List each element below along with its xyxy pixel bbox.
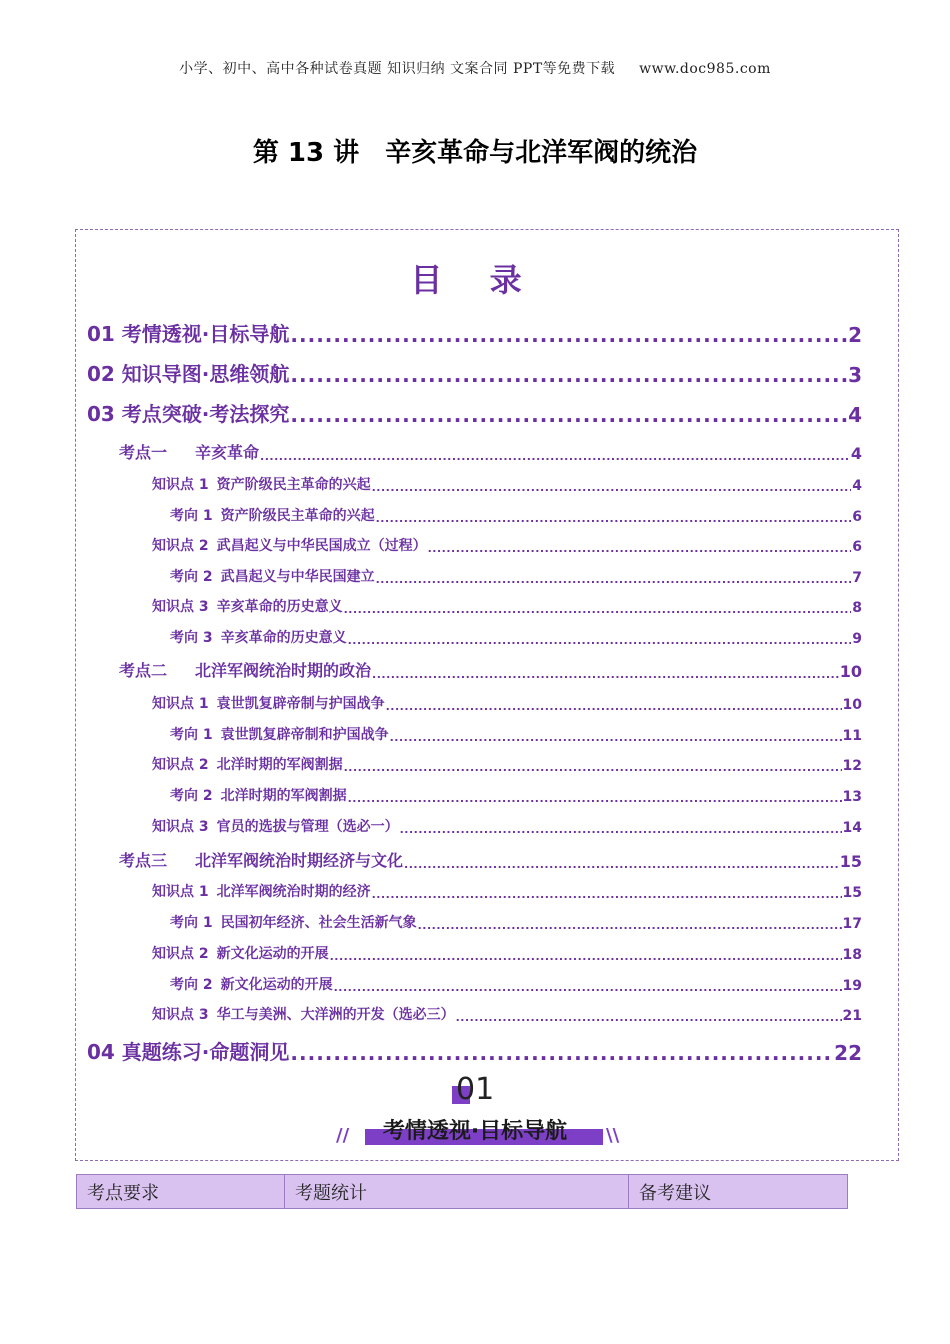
toc-entry-prefix: 知识点 1 bbox=[152, 477, 209, 493]
table-header-row bbox=[77, 1175, 848, 1209]
toc-leader-dots bbox=[330, 950, 842, 963]
toc-entry-prefix: 知识点 2 bbox=[152, 538, 209, 554]
toc-entry-prefix: 考点三 bbox=[119, 851, 168, 870]
page-title bbox=[0, 132, 950, 169]
toc-entry-prefix: 知识点 1 bbox=[152, 884, 209, 900]
toc-page-number: 17 bbox=[842, 916, 862, 932]
section-title: 考情透视·目标导航 bbox=[382, 1119, 568, 1144]
table-header-cell: 考题统计 bbox=[285, 1175, 629, 1209]
toc-leader-dots bbox=[418, 919, 842, 932]
toc-entry-label bbox=[119, 848, 403, 871]
toc-page-number: 14 bbox=[842, 820, 862, 836]
header-text: 小学、初中、高中各种试卷真题 知识归纳 文案合同 PPT等免费下载 bbox=[179, 61, 616, 77]
toc-leader-dots bbox=[390, 731, 842, 744]
toc-entry[interactable] bbox=[119, 848, 862, 871]
page-header bbox=[0, 58, 950, 78]
toc-entry-title: 北洋时期的军阀割据 bbox=[220, 788, 347, 804]
toc-page-number: 4 bbox=[848, 403, 862, 427]
toc-entry-prefix: 知识点 2 bbox=[152, 757, 209, 773]
toc-entry[interactable] bbox=[152, 881, 862, 901]
toc-entry-label bbox=[119, 440, 259, 463]
header-site[interactable]: www.doc985.com bbox=[639, 61, 771, 77]
toc-page-number: 21 bbox=[842, 1008, 862, 1024]
toc-entry-title: 北洋时期的军阀割据 bbox=[216, 757, 343, 773]
toc-page-number: 11 bbox=[842, 728, 862, 744]
toc-entry[interactable] bbox=[87, 318, 862, 347]
toc-page-number: 12 bbox=[842, 758, 862, 774]
toc-entry-label bbox=[152, 693, 385, 713]
toc-entry-label bbox=[87, 398, 289, 427]
toc-entry-label bbox=[152, 596, 343, 616]
table-header-cell: 考点要求 bbox=[77, 1175, 285, 1209]
toc-entry-title: 民国初年经济、社会生活新气象 bbox=[220, 915, 417, 931]
toc-leader-dots bbox=[260, 450, 850, 463]
toc-entry[interactable] bbox=[152, 754, 862, 774]
toc-leader-dots bbox=[376, 573, 852, 586]
toc-page-number: 15 bbox=[839, 852, 862, 871]
toc-page-number: 10 bbox=[839, 662, 862, 681]
toc-entry-title: 新文化运动的开展 bbox=[220, 977, 333, 993]
toc-entry-label bbox=[170, 912, 417, 932]
toc-entry[interactable] bbox=[87, 358, 862, 387]
toc-page-number: 7 bbox=[852, 570, 862, 586]
toc-entry[interactable] bbox=[87, 1036, 862, 1065]
toc-leader-dots bbox=[334, 981, 842, 994]
toc-entry-label bbox=[170, 566, 375, 586]
toc-entry-label bbox=[119, 658, 371, 681]
toc-entry-prefix: 考向 1 bbox=[170, 915, 213, 931]
toc-entry[interactable] bbox=[152, 693, 862, 713]
toc-leader-dots bbox=[400, 823, 842, 836]
toc-entry-label bbox=[152, 1004, 455, 1024]
toc-heading: 目 录 bbox=[410, 261, 540, 299]
toc-entry[interactable] bbox=[152, 943, 862, 963]
toc-entry-title: 辛亥革命的历史意义 bbox=[220, 630, 347, 646]
toc-entry-label bbox=[152, 881, 371, 901]
toc-entry[interactable] bbox=[87, 398, 862, 427]
toc-entry-prefix: 知识点 1 bbox=[152, 696, 209, 712]
toc-leader-dots bbox=[376, 512, 852, 525]
toc-page-number: 9 bbox=[852, 631, 862, 647]
toc-entry-label bbox=[170, 627, 347, 647]
toc-entry[interactable] bbox=[152, 535, 862, 555]
toc-entry-prefix: 知识点 2 bbox=[152, 946, 209, 962]
toc-page-number: 6 bbox=[852, 509, 862, 525]
toc-entry-prefix: 考向 3 bbox=[170, 630, 213, 646]
toc-entry-prefix: 考点二 bbox=[119, 661, 168, 680]
toc-entry-label bbox=[87, 1036, 289, 1065]
toc-leader-dots bbox=[290, 1041, 833, 1065]
toc-entry[interactable] bbox=[119, 440, 862, 463]
toc-entry-prefix: 考向 2 bbox=[170, 788, 213, 804]
toc-entry[interactable] bbox=[170, 505, 862, 525]
toc-page-number: 2 bbox=[848, 323, 862, 347]
toc-page-number: 19 bbox=[842, 978, 862, 994]
toc-entry-label bbox=[152, 535, 427, 555]
toc-entry-title: 武昌起义与中华民国建立 bbox=[220, 569, 375, 585]
toc-entry[interactable] bbox=[170, 912, 862, 932]
toc-entry-title: 北洋军阀统治时期的经济 bbox=[216, 884, 371, 900]
toc-entry-title: 辛亥革命的历史意义 bbox=[216, 599, 343, 615]
toc-entry-title: 辛亥革命 bbox=[195, 443, 260, 462]
requirements-table bbox=[76, 1174, 848, 1209]
toc-entry-title: 袁世凯复辟帝制与护国战争 bbox=[216, 696, 385, 712]
toc-entry-label bbox=[152, 816, 399, 836]
toc-entry[interactable] bbox=[170, 974, 862, 994]
toc-entry[interactable] bbox=[170, 724, 862, 744]
toc-entry-label bbox=[152, 754, 343, 774]
toc-leader-dots bbox=[290, 363, 847, 387]
toc-leader-dots bbox=[290, 403, 847, 427]
toc-entry[interactable] bbox=[119, 658, 862, 681]
toc-entry[interactable] bbox=[170, 785, 862, 805]
toc-page-number: 8 bbox=[852, 600, 862, 616]
toc-leader-dots bbox=[372, 481, 852, 494]
toc-entry-prefix: 考向 1 bbox=[170, 508, 213, 524]
toc-entry[interactable] bbox=[170, 566, 862, 586]
toc-leader-dots bbox=[386, 700, 842, 713]
toc-page-number: 15 bbox=[842, 885, 862, 901]
toc-leader-dots bbox=[456, 1011, 842, 1024]
toc-entry-label bbox=[152, 943, 329, 963]
toc-entry-title: 北洋军阀统治时期的政治 bbox=[195, 661, 372, 680]
toc-leader-dots bbox=[344, 603, 852, 616]
toc-entry-prefix: 考点一 bbox=[119, 443, 168, 462]
toc-entry[interactable] bbox=[152, 596, 862, 616]
toc-leader-dots bbox=[348, 792, 842, 805]
toc-entry-prefix: 知识点 3 bbox=[152, 1007, 209, 1023]
toc-entry-prefix: 考向 2 bbox=[170, 977, 213, 993]
toc-entry-prefix: 知识点 3 bbox=[152, 819, 209, 835]
toc-entry-title: 03 考点突破·考法探究 bbox=[87, 402, 290, 426]
title-lecture: 第 13 讲 bbox=[252, 138, 360, 168]
toc-entry-title: 01 考情透视·目标导航 bbox=[87, 322, 290, 346]
toc-entry-title: 资产阶级民主革命的兴起 bbox=[220, 508, 375, 524]
toc-leader-dots bbox=[372, 668, 839, 681]
toc-entry-label bbox=[170, 505, 375, 525]
toc-entry-label bbox=[170, 724, 389, 744]
toc-leader-dots bbox=[344, 761, 842, 774]
toc-entry-label bbox=[87, 318, 289, 347]
toc-leader-dots bbox=[372, 888, 842, 901]
right-slash-decoration: \\ bbox=[606, 1125, 620, 1146]
toc-entry-label bbox=[170, 785, 347, 805]
toc-leader-dots bbox=[290, 323, 847, 347]
table-header-cell: 备考建议 bbox=[629, 1175, 848, 1209]
toc-page-number: 4 bbox=[850, 444, 862, 463]
toc-entry-title: 新文化运动的开展 bbox=[216, 946, 329, 962]
toc-entry-title: 武昌起义与中华民国成立（过程） bbox=[216, 538, 427, 554]
toc-leader-dots bbox=[404, 858, 839, 871]
toc-entry-title: 北洋军阀统治时期经济与文化 bbox=[195, 851, 404, 870]
section-number: 01 bbox=[456, 1072, 495, 1107]
toc-page-number: 18 bbox=[842, 947, 862, 963]
toc-entry-title: 04 真题练习·命题洞见 bbox=[87, 1040, 290, 1064]
toc-entry-label bbox=[152, 474, 371, 494]
toc-page-number: 22 bbox=[834, 1041, 862, 1065]
toc-entry[interactable] bbox=[152, 474, 862, 494]
toc-entry[interactable] bbox=[152, 816, 862, 836]
toc-page-number: 10 bbox=[842, 697, 862, 713]
toc-entry-prefix: 知识点 3 bbox=[152, 599, 209, 615]
toc-entry-prefix: 考向 2 bbox=[170, 569, 213, 585]
toc-entry-label bbox=[87, 358, 289, 387]
toc-page-number: 3 bbox=[848, 363, 862, 387]
toc-page-number: 4 bbox=[852, 478, 862, 494]
toc-entry-title: 资产阶级民主革命的兴起 bbox=[216, 477, 371, 493]
toc-entry[interactable] bbox=[170, 627, 862, 647]
toc-entry-prefix: 考向 1 bbox=[170, 727, 213, 743]
toc-entry-title: 官员的选拔与管理（选必一） bbox=[216, 819, 399, 835]
toc-entry-label bbox=[170, 974, 333, 994]
toc-page-number: 13 bbox=[842, 789, 862, 805]
toc-leader-dots bbox=[428, 542, 852, 555]
left-slash-decoration: // bbox=[336, 1125, 350, 1146]
toc-page-number: 6 bbox=[852, 539, 862, 555]
toc-leader-dots bbox=[348, 634, 852, 647]
toc-entry-title: 02 知识导图·思维领航 bbox=[87, 362, 290, 386]
toc-entry-title: 袁世凯复辟帝制和护国战争 bbox=[220, 727, 389, 743]
toc-entry-title: 华工与美洲、大洋洲的开发（选必三） bbox=[216, 1007, 455, 1023]
toc-entry[interactable] bbox=[152, 1004, 862, 1024]
title-topic: 辛亥革命与北洋军阀的统治 bbox=[385, 138, 698, 168]
